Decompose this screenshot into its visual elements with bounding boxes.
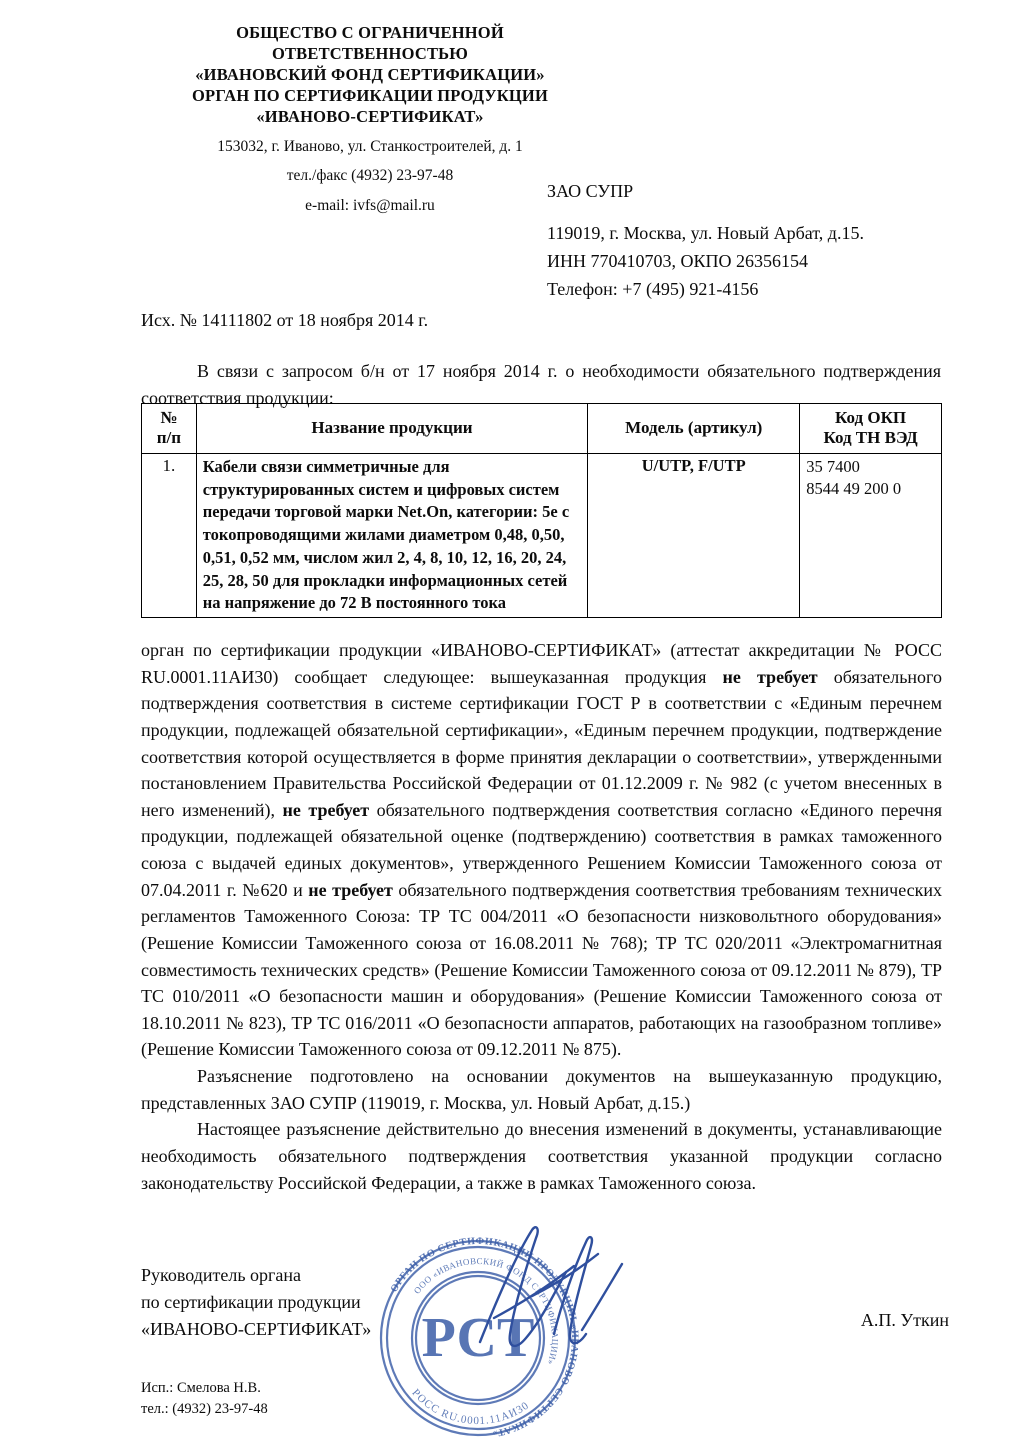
table-row (142, 453, 942, 617)
outgoing-number: Исх. № 14111802 от 18 ноября 2014 г. (141, 310, 429, 330)
svg-text:ОРГАН ПО СЕРТИФИКАЦИИ ПРОДУКЦИ: ОРГАН ПО СЕРТИФИКАЦИИ ПРОДУКЦИИ «ИВАНОВО-СЕРТИФИКАТ» (388, 1235, 581, 1439)
addressee-block (547, 178, 967, 304)
th-code (800, 404, 942, 454)
cell-model: U/UTP, F/UTP (588, 453, 800, 617)
body-p1-part-e: обязательного подтверждения соответствия требованиям технических регламентов Таможенного Союза: ТР ТС 004/2011 «О безопасности низковольтного оборудования» (Решение Комиссии Таможенного союза от 16.08.2011 № 768); ТР ТС 020/2011 «Электромагнитная совместимость технических средств» (Решение Комиссии Таможенного союза от 09.12.2011 № 879), ТР ТС 010/2011 «О безопасности машин и оборудования» (Решение Комиссии Таможенного союза от 18.10.2011 № 823), ТР ТС 016/2011 «О безопасности аппаратов, работающих на газообразном топливе» (Решение Комиссии Таможенного союза от 09.12.2011 № 875). (141, 879, 943, 1060)
signature-title-line-3: «ИВАНОВО-СЕРТИФИКАТ» (141, 1319, 372, 1339)
addressee-address: 119019, г. Москва, ул. Новый Арбат, д.15. (547, 222, 864, 243)
executor-name: Исп.: Смелова Н.В. (141, 1380, 261, 1396)
table-header-row (142, 404, 942, 454)
executor-block (141, 1378, 268, 1420)
product-table (141, 403, 942, 618)
svg-text:РСТ: РСТ (421, 1307, 535, 1369)
letterhead-phone: тел./факс (4932) 23-97-48 (286, 167, 454, 185)
letterhead-line-3: «ИВАНОВСКИЙ ФОНД СЕРТИФИКАЦИИ» (195, 65, 545, 85)
handwritten-signature (470, 1222, 650, 1372)
body-paragraph-3: Настоящее разъяснение действительно до внесения изменений в документы, устанавливающие необходимость обязательного подтверждения соответствия указанной продукции согласно законодательству Российской Федерации, а также в рамках Таможенного союза. (141, 1119, 942, 1193)
letterhead-line-5: «ИВАНОВО-СЕРТИФИКАТ» (256, 107, 484, 127)
cell-code (800, 453, 942, 617)
body-paragraph-1 (141, 637, 942, 1063)
cell-code-okp: 35 7400 (806, 456, 860, 476)
letterhead (120, 22, 620, 217)
body-paragraph-2: Разъяснение подготовлено на основании документов на вышеуказанную продукцию, представленных ЗАО СУПР (119019, г. Москва, ул. Новый Арбат, д.15.) (141, 1066, 942, 1113)
svg-text:РОСС RU.0001.11АИ30: РОСС RU.0001.11АИ30 (409, 1386, 532, 1428)
body-p1-part-c: обязательного подтверждения соответствия в системе сертификации ГОСТ Р в соответствии с «Единым перечнем продукции, подлежащей обязательной сертификации», «Единым перечнем продукции, подтверждение соответствия которой осуществляется в форме принятия декларации о соответствии», утвержденными постановлением Правительства Российской Федерации от 01.12.2009 г. № 982 (с учетом внесенных в него изменений), (141, 666, 942, 820)
signer-name: А.П. Уткин (860, 1310, 949, 1330)
body-p1-bold-2: не требует (282, 799, 370, 820)
svg-text:ООО «ИВАНОВСКИЙ ФОНД СЕРТИФИКА: ООО «ИВАНОВСКИЙ ФОНД СЕРТИФИКАЦИИ» (411, 1255, 561, 1367)
cell-number: 1. (142, 453, 197, 617)
body-p1-bold-1: не требует (722, 666, 818, 687)
addressee-inn: ИНН 770410703, ОКПО 26356154 (547, 250, 808, 271)
cell-code-tnved: 8544 49 200 0 (806, 479, 902, 499)
th-number-line1: № (160, 408, 178, 427)
letterhead-address: 153032, г. Иваново, ул. Станкостроителей, д. 1 (217, 137, 523, 155)
addressee-phone: Телефон: +7 (495) 921-4156 (547, 278, 759, 299)
body-p1-part-d: обязательного подтверждения соответствия согласно «Единого перечня продукции, подлежащей обязательной оценке (подтверждению) соответствия в рамках таможенного союза с выдачей единых документов», утвержденного Решением Комиссии Таможенного союза от 07.04.2011 г. №620 и (141, 799, 942, 900)
letterhead-line-1: ОБЩЕСТВО С ОГРАНИЧЕННОЙ (236, 23, 504, 42)
signature-block (141, 1262, 371, 1343)
body-text (141, 637, 942, 1196)
th-code-line1: Код ОКП (835, 408, 907, 427)
letterhead-line-2: ОТВЕТСТВЕННОСТЬЮ (271, 44, 469, 64)
official-stamp (368, 1228, 588, 1448)
signature-title-line-1: Руководитель органа (141, 1265, 302, 1285)
intro-paragraph: В связи с запросом б/н от 17 ноября 2014 г. о необходимости обязательного подтверждения соответствия продукции: (141, 361, 941, 408)
th-model: Модель (артикул) (588, 404, 800, 454)
body-p1-part-a: орган по сертификации продукции «ИВАНОВО-СЕРТИФИКАТ» (аттестат аккредитации № РОСС RU.0001.11АИ30) сообщает следующее: вышеуказанная продукция (141, 640, 942, 687)
th-number-line2: п/п (156, 428, 182, 448)
letterhead-line-4: ОРГАН ПО СЕРТИФИКАЦИИ ПРОДУКЦИИ (192, 86, 548, 106)
cell-product-name: Кабели связи симметричные для структурированных систем и цифровых систем передачи торговой марки Net.On, категории: 5е с токопроводящими жилами диаметром 0,48, 0,50, 0,51, 0,52 мм, числом жил 2, 4, 8, 10, 12, 16, 20, 24, 25, 28, 50 для прокладки информационных сетей на напряжение до 72 В постоянного тока (196, 453, 587, 617)
letterhead-email: e-mail: ivfs@mail.ru (305, 197, 435, 215)
th-product-name: Название продукции (196, 404, 587, 454)
signature-title-line-2: по сертификации продукции (141, 1292, 361, 1312)
executor-phone: тел.: (4932) 23-97-48 (141, 1401, 268, 1418)
body-p1-bold-3: не требует (308, 879, 393, 900)
th-code-line2: Код ТН ВЭД (823, 428, 918, 448)
th-number (142, 404, 197, 454)
addressee-org: ЗАО СУПР (547, 181, 634, 201)
